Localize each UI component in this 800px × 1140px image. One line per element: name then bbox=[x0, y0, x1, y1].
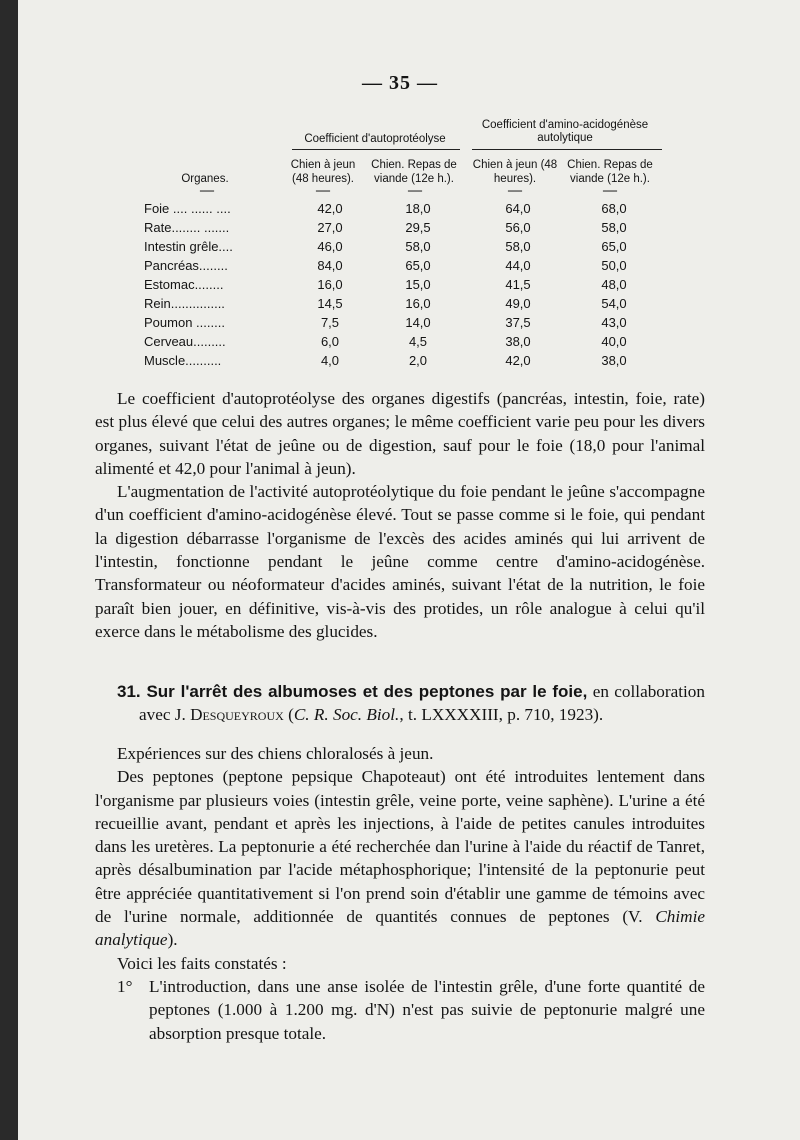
dash: — bbox=[408, 183, 422, 198]
table-cell-c2: 14,0 bbox=[405, 315, 431, 330]
table-cell-c2: 18,0 bbox=[405, 201, 431, 216]
table-cell-c2: 65,0 bbox=[405, 258, 431, 273]
table-cell-c2: 15,0 bbox=[405, 277, 431, 292]
paragraph: Expériences sur des chiens chloralosés à jeun. bbox=[117, 744, 434, 763]
paragraph-italic: Chimie analytique bbox=[95, 907, 705, 950]
section-collab: en collaboration avec J. bbox=[139, 682, 705, 725]
table-cell-c1: 7,5 bbox=[320, 315, 340, 330]
organ-name: Intestin grêle.... bbox=[144, 239, 233, 254]
col3-header: Chien à jeun (48 heures). bbox=[472, 159, 558, 185]
group1-header: Coefficient d'autoprotéolyse bbox=[304, 133, 446, 145]
table-cell-c1: 27,0 bbox=[317, 220, 343, 235]
col4-header: Chien. Repas de viande (12e h.). bbox=[567, 159, 653, 185]
organ-name: Cerveau......... bbox=[144, 334, 226, 349]
table-cell-c3: 37,5 bbox=[505, 315, 531, 330]
paragraph: Voici les faits constatés : bbox=[117, 953, 287, 973]
group1-brace bbox=[292, 149, 460, 156]
table-cell-c3: 38,0 bbox=[505, 334, 531, 349]
table-row bbox=[0, 296, 800, 315]
table-cell-c2: 16,0 bbox=[405, 296, 431, 311]
list-item-number: 1° bbox=[117, 976, 133, 996]
table-cell-c2: 4,5 bbox=[408, 334, 428, 349]
table-cell-c4: 43,0 bbox=[601, 315, 627, 330]
table-cell-c1: 46,0 bbox=[317, 239, 343, 254]
table-row bbox=[0, 239, 800, 258]
organ-name: Pancréas........ bbox=[144, 258, 228, 273]
paragraph: L'augmentation de l'activité autoprotéolytique du foie pendant le jeûne s'accompagne d'un coefficient d'amino-acidogénèse élevé. Tout se passe comme si le foie, qui pendant la digestion débarrasse l'organisme de l'excès des acides aminés qui lui arrivent de l'intestin, fonctionne pendant le jeûne comme centre d'amino-acidogénèse. Transformateur ou néoformateur d'acides aminés, suivant l'état de la nutrition, le foie paraît bien jouer, en définitive, vis-à-vis des protides, un rôle analogue à celui qu'il exerce dans le métabolisme des glucides. bbox=[95, 482, 705, 641]
table-cell-c3: 41,5 bbox=[505, 277, 531, 292]
col1-header: Chien à jeun (48 heures). bbox=[290, 159, 356, 185]
dash: — bbox=[316, 183, 330, 198]
table-cell-c3: 58,0 bbox=[505, 239, 531, 254]
table-row bbox=[0, 201, 800, 220]
table-cell-c2: 2,0 bbox=[408, 353, 428, 368]
table-row bbox=[0, 353, 800, 372]
section-title: 31. Sur l'arrêt des albumoses et des peptones par le foie, bbox=[117, 682, 588, 701]
table-cell-c1: 14,5 bbox=[317, 296, 343, 311]
organ-name: Poumon ........ bbox=[144, 315, 225, 330]
section-journal: C. R. Soc. Biol. bbox=[293, 705, 400, 725]
table-row bbox=[0, 220, 800, 239]
organ-name: Muscle.......... bbox=[144, 353, 222, 368]
table-cell-c4: 65,0 bbox=[601, 239, 627, 254]
list-item bbox=[117, 975, 705, 1045]
section-ref: , t. LXXXXIII, p. 710, 1923). bbox=[399, 705, 604, 725]
organ-name: Estomac........ bbox=[144, 277, 224, 292]
table-row bbox=[0, 334, 800, 353]
dash: — bbox=[508, 183, 522, 198]
data-table bbox=[0, 0, 800, 380]
table-cell-c1: 6,0 bbox=[320, 334, 340, 349]
table-cell-c3: 42,0 bbox=[505, 353, 531, 368]
table-cell-c1: 42,0 bbox=[317, 201, 343, 216]
table-cell-c3: 64,0 bbox=[505, 201, 531, 216]
table-row bbox=[0, 277, 800, 296]
table-cell-c3: 44,0 bbox=[505, 258, 531, 273]
table-cell-c2: 58,0 bbox=[405, 239, 431, 254]
organ-name: Rate........ ....... bbox=[144, 220, 230, 235]
table-cell-c4: 68,0 bbox=[601, 201, 627, 216]
section-author: Desqueyroux bbox=[190, 705, 284, 725]
table-row bbox=[0, 315, 800, 334]
paragraph-text: Des peptones (peptone pepsique Chapoteaut) ont été introduites lentement dans l'organisme par plusieurs voies (intestin grêle, veine porte, veine saphène). L'urine a été recueillie avant, pendant et après les injections, à l'aide de petites canules introduites dans les uretères. La peptonurie a été recherchée dan l'urine à l'aide du réactif de Tanret, après désalbumination par l'acide métaphosphorique; l'intensité de la peptonurie peut être appréciée quantitativement si l'on prend soin d'établir une gamme de témoins avec de l'urine normale, additionnée de quantités connues de peptones (V. bbox=[95, 767, 705, 927]
table-cell-c1: 16,0 bbox=[317, 277, 343, 292]
table-cell-c4: 38,0 bbox=[601, 353, 627, 368]
table-cell-c3: 49,0 bbox=[505, 296, 531, 311]
paragraph bbox=[95, 765, 705, 951]
section-ref-open: ( bbox=[283, 705, 294, 725]
text-body bbox=[95, 387, 705, 643]
page-number: — 35 — bbox=[362, 72, 438, 94]
paragraph: Le coefficient d'autoprotéolyse des organes digestifs (pancréas, intestin, foie, rate) est plus élevé que celui des autres organes; le même coefficient varie peu pour les divers organes, suivant l'état de jeûne ou de digestion, sauf pour le foie (18,0 pour l'animal alimenté et 42,0 pour l'animal à jeun). bbox=[95, 389, 705, 478]
table-cell-c3: 56,0 bbox=[505, 220, 531, 235]
table-cell-c4: 58,0 bbox=[601, 220, 627, 235]
table-cell-c4: 50,0 bbox=[601, 258, 627, 273]
table-cell-c4: 54,0 bbox=[601, 296, 627, 311]
table-cell-c2: 29,5 bbox=[405, 220, 431, 235]
col2-header: Chien. Repas de viande (12e h.). bbox=[371, 159, 457, 185]
table-cell-c4: 48,0 bbox=[601, 277, 627, 292]
section-heading bbox=[117, 680, 705, 727]
table-row bbox=[0, 258, 800, 277]
organ-name: Foie .... ...... .... bbox=[144, 201, 231, 216]
organs-header: Organes. bbox=[181, 173, 229, 185]
table-cell-c1: 4,0 bbox=[320, 353, 340, 368]
section-31-body bbox=[95, 742, 705, 1045]
table-cell-c4: 40,0 bbox=[601, 334, 627, 349]
organ-name: Rein............... bbox=[144, 296, 225, 311]
group2-header: Coefficient d'amino-acidogénèse autolytique bbox=[481, 119, 649, 144]
section-31 bbox=[95, 680, 705, 727]
table-cell-c1: 84,0 bbox=[317, 258, 343, 273]
group2-brace bbox=[472, 149, 662, 156]
dash: — bbox=[603, 183, 617, 198]
paragraph-end: ). bbox=[167, 930, 178, 950]
list-item-text: L'introduction, dans une anse isolée de l'intestin grêle, d'une forte quantité de peptones (1.000 à 1.200 mg. d'N) n'est pas suivie de peptonurie malgré une absorption presque totale. bbox=[149, 976, 705, 1043]
dash: — bbox=[200, 183, 214, 198]
